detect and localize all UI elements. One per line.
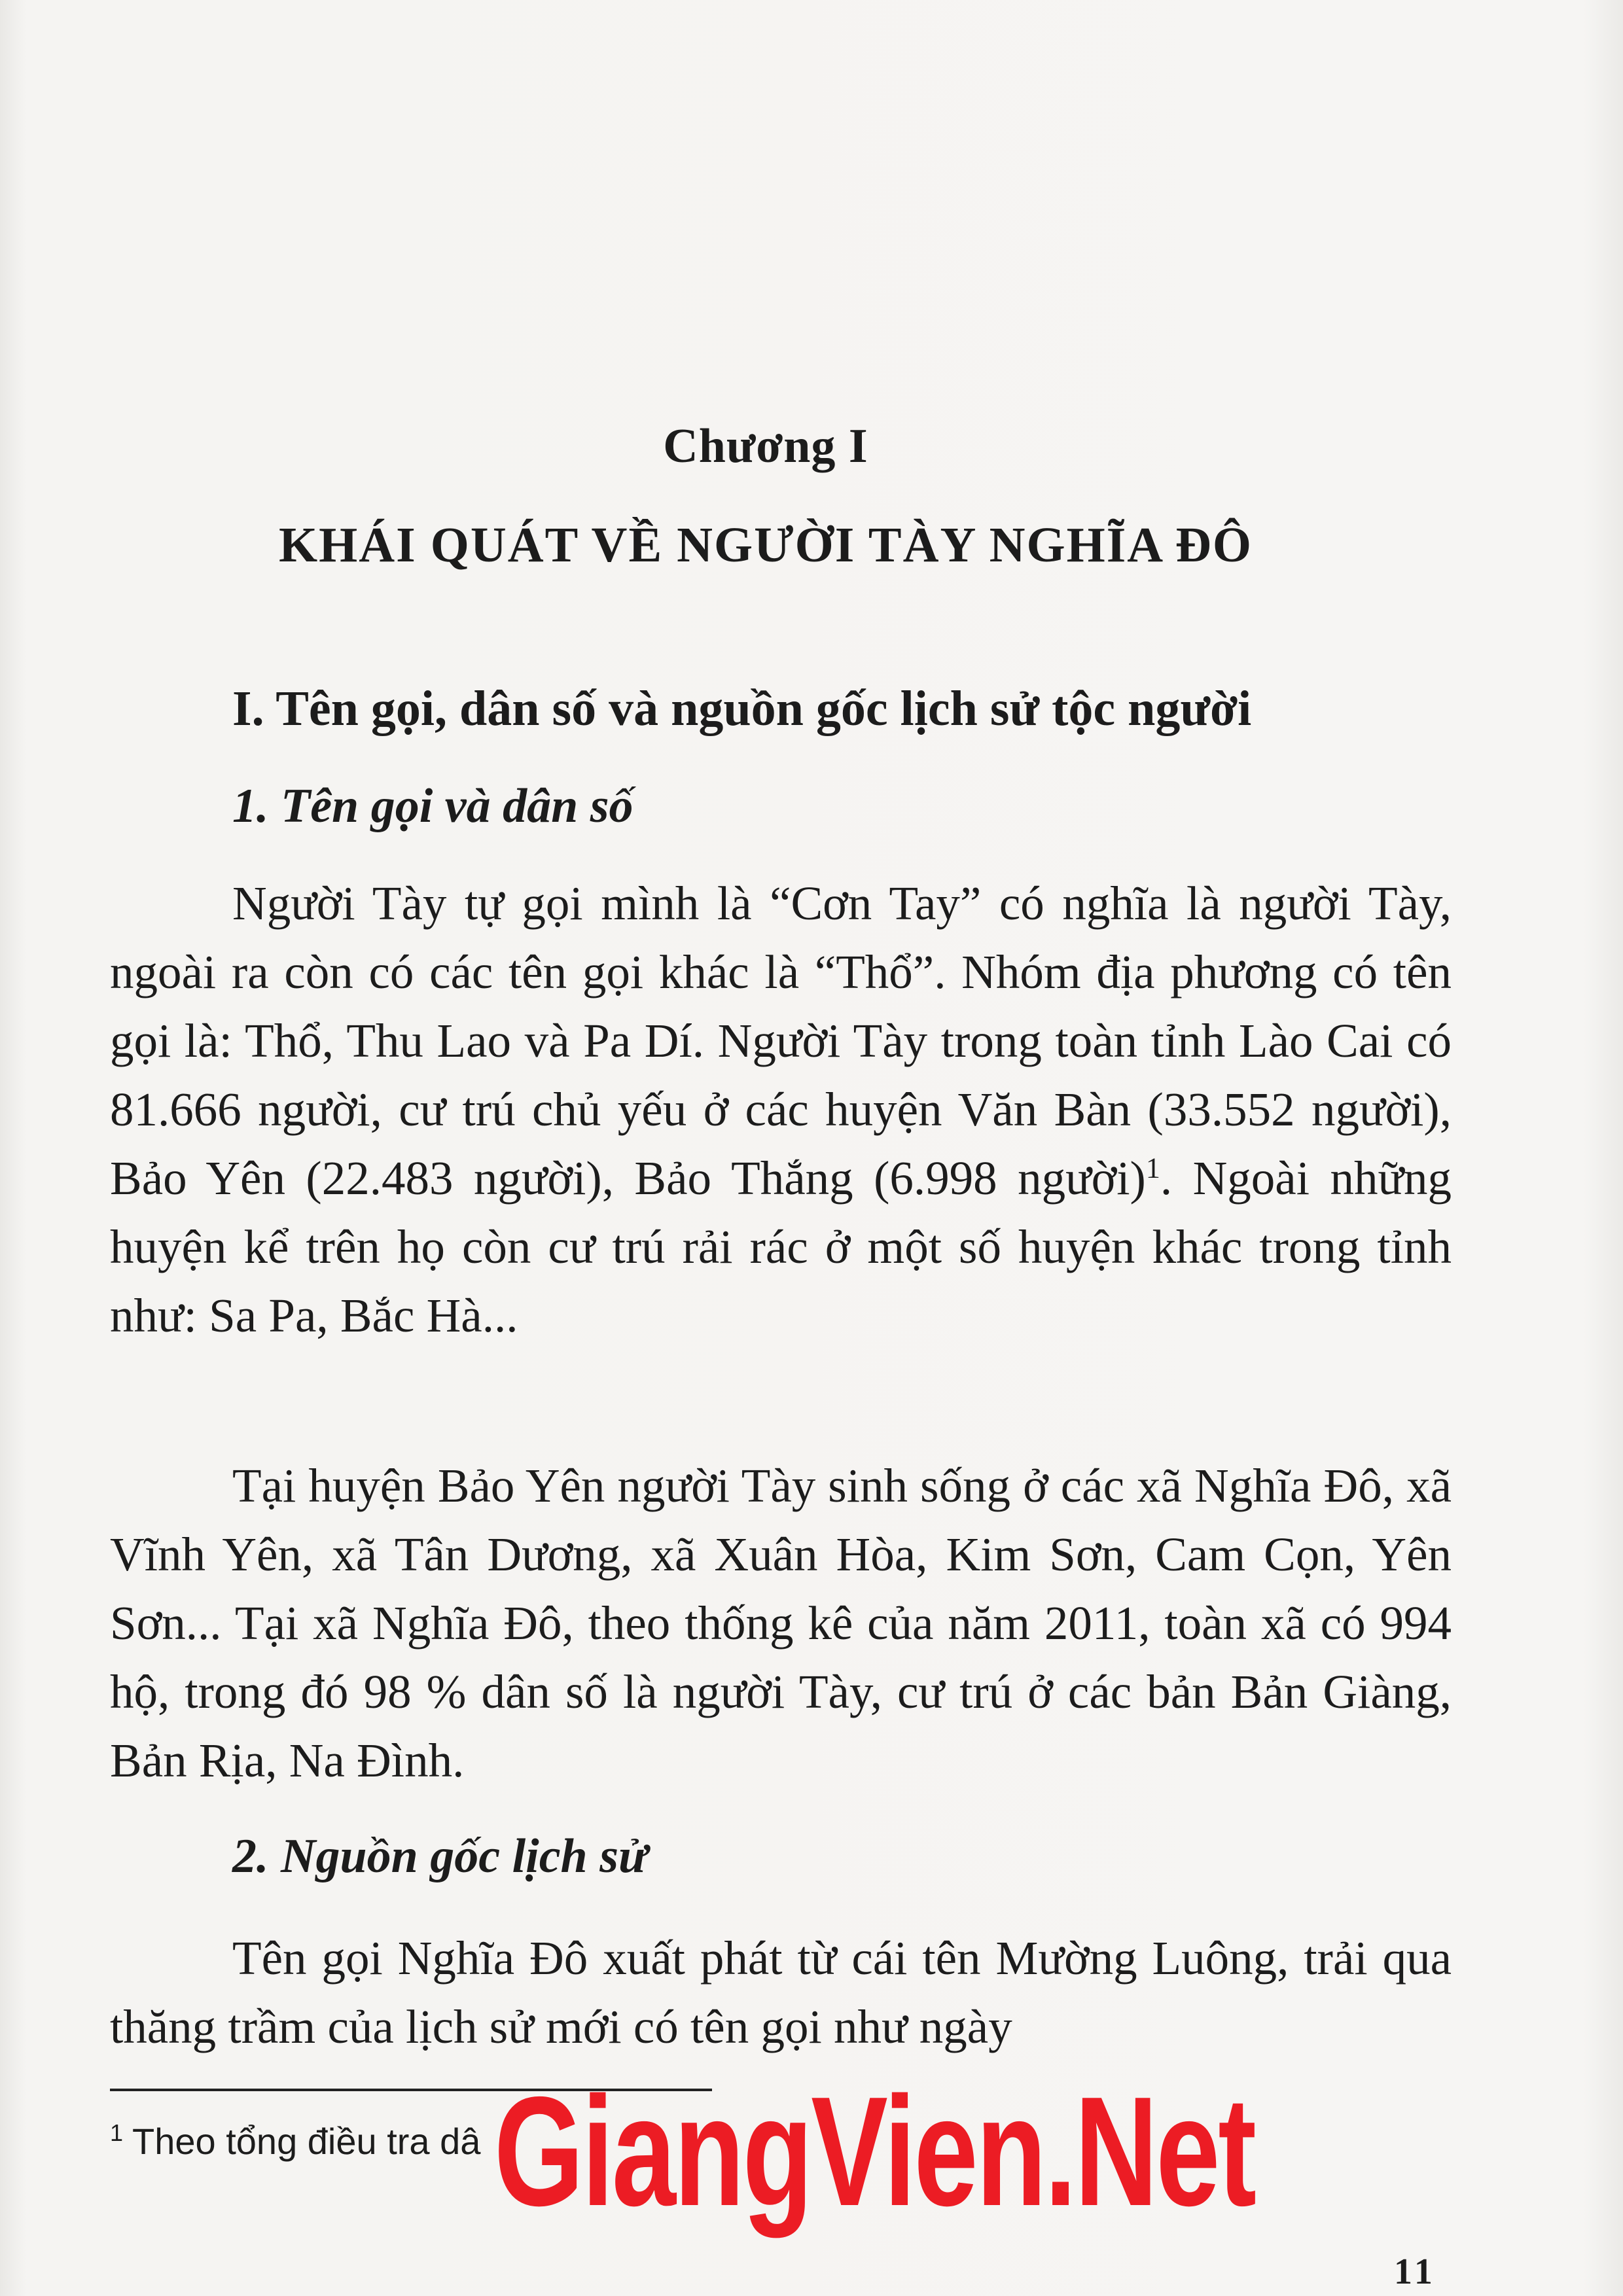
subsection-heading-2: 2. Nguồn gốc lịch sử: [232, 1829, 648, 1883]
paragraph-bao-yen: Tại huyện Bảo Yên người Tày sinh sống ở các xã Nghĩa Đô, xã Vĩnh Yên, xã Tân Dương, xã Xuân Hòa, Kim Sơn, Cam Cọn, Yên Sơn... Tại xã Nghĩa Đô, theo thống kê của năm 2011, toàn xã có 994 hộ, trong đó 98 % dân số là người Tày, cư trú ở các bản Bản Giàng, Bản Rịa, Na Đình.: [110, 1459, 1452, 1787]
paragraph-text-tail: . Ngoài những huyện kể trên họ còn cư trú rải rác ở một số huyện khác trong tỉnh như: Sa Pa, Bắc Hà...: [110, 1152, 1452, 1342]
paragraph-text: Người Tày tự gọi mình là “Cơn Tay” có nghĩa là người Tày, ngoài ra còn có các tên gọi khác là “Thổ”. Nhóm địa phương có tên gọi là: Thổ, Thu Lao và Pa Dí. Người Tày trong toàn tỉnh Lào Cai có 81.666 người, cư trú chủ yếu ở các huyện Văn Bàn (33.552 người), Bảo Yên (22.483 người), Bảo Thắng (6.998 người): [110, 877, 1452, 1205]
section-heading: I. Tên gọi, dân số và nguồn gốc lịch sử tộc người: [232, 681, 1252, 736]
page-number: 11: [1394, 2252, 1436, 2292]
footnote-marker: 1: [110, 2119, 124, 2147]
watermark-logo: GiangVien.Net: [494, 2065, 1255, 2238]
paragraph-origin: Tên gọi Nghĩa Đô xuất phát từ cái tên Mường Luông, trải qua thăng trầm của lịch sử mới có tên gọi như ngày: [110, 1932, 1452, 2053]
footnote-reference[interactable]: 1: [1145, 1152, 1160, 1184]
chapter-title: KHÁI QUÁT VỀ NGƯỜI TÀY NGHĨA ĐÔ: [279, 518, 1253, 573]
subsection-heading-1: 1. Tên gọi và dân số: [232, 779, 633, 833]
footnote: [110, 2120, 480, 2163]
footnote-text: Theo tổng điều tra dâ: [132, 2121, 481, 2162]
paragraph-names-population: [110, 869, 1452, 1350]
chapter-label: Chương I: [663, 419, 868, 473]
